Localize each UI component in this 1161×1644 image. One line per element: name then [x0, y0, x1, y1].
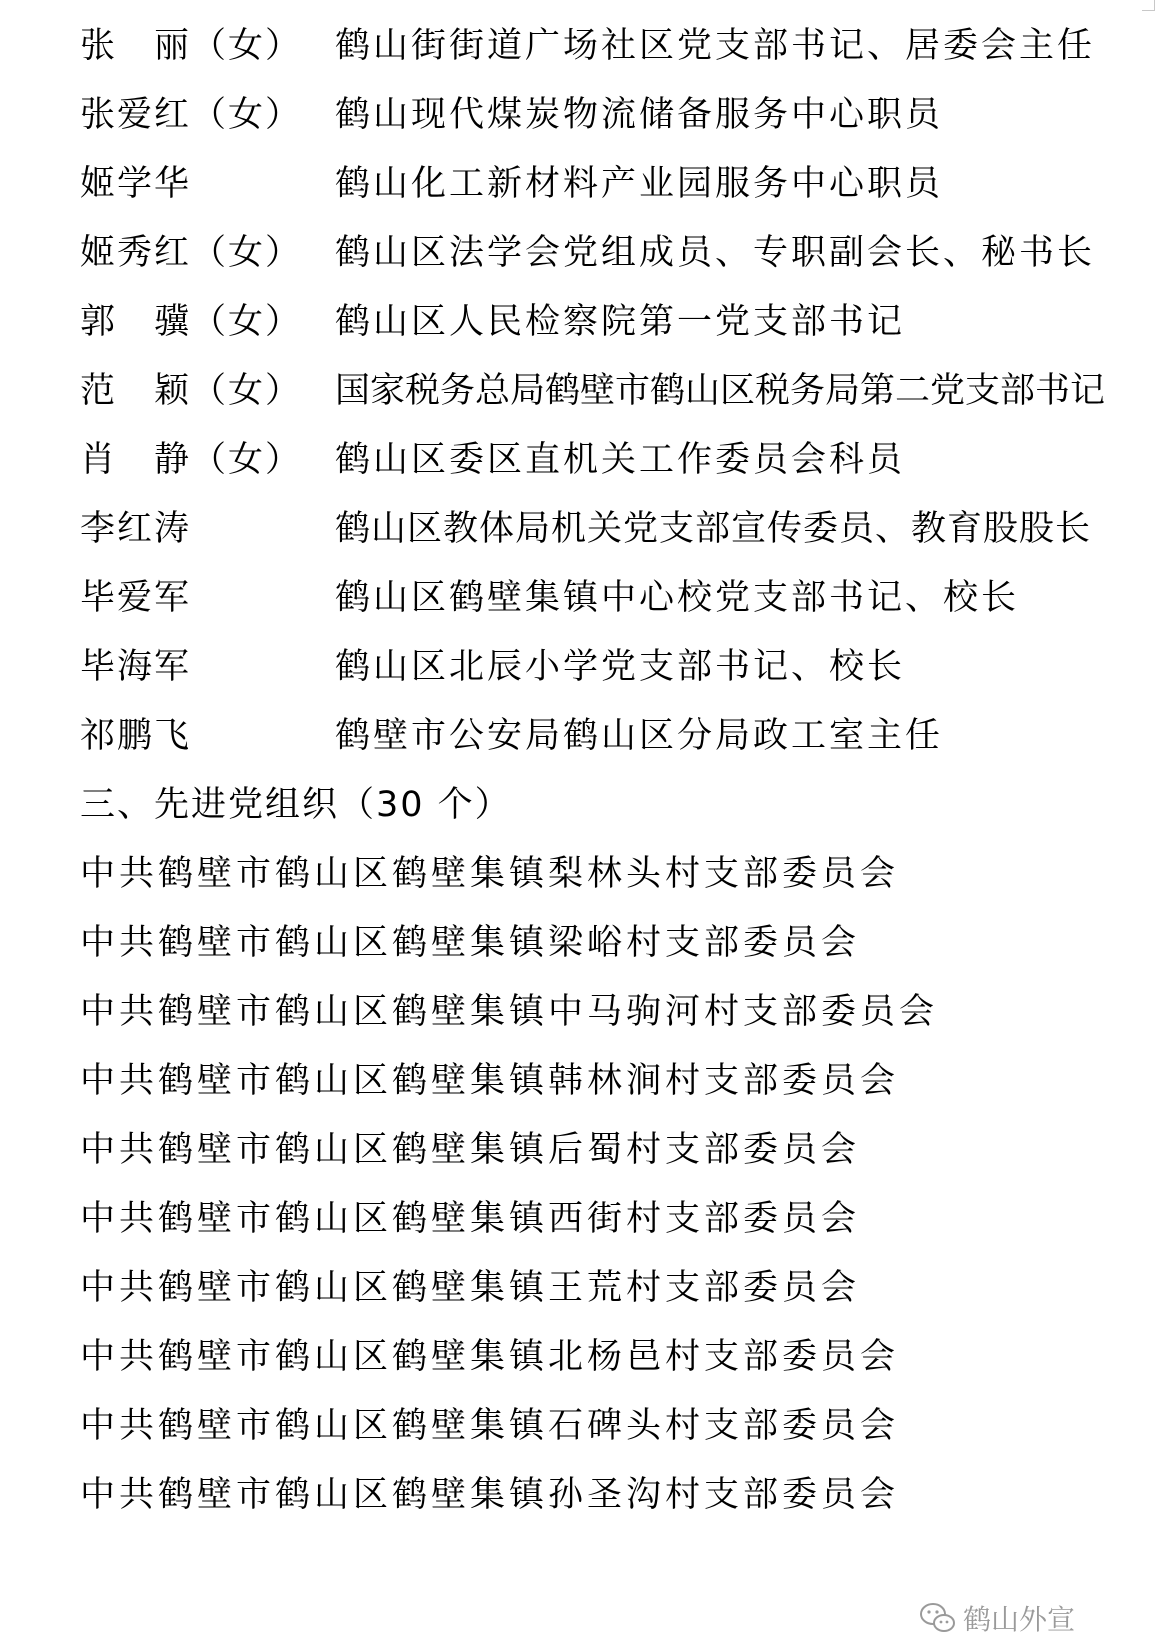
watermark [919, 1598, 1075, 1638]
member-title: 鹤山街街道广场社区党支部书记、居委会主任 [335, 26, 1096, 66]
member-title: 鹤山化工新材料产业园服务中心职员 [335, 164, 944, 204]
organization-item: 中共鹤壁市鹤山区鹤壁集镇梁峪村支部委员会 [80, 923, 861, 963]
organization-item: 中共鹤壁市鹤山区鹤壁集镇韩林涧村支部委员会 [80, 1061, 900, 1101]
organization-item: 中共鹤壁市鹤山区鹤壁集镇西街村支部委员会 [80, 1199, 861, 1239]
member-name: 李红涛 [80, 509, 192, 549]
member-title: 鹤山区人民检察院第一党支部书记 [335, 302, 906, 342]
organization-item: 中共鹤壁市鹤山区鹤壁集镇孙圣沟村支部委员会 [80, 1475, 900, 1515]
organization-item: 中共鹤壁市鹤山区鹤壁集镇北杨邑村支部委员会 [80, 1337, 900, 1377]
member-title: 鹤山区鹤壁集镇中心校党支部书记、校长 [335, 578, 1020, 618]
organization-item: 中共鹤壁市鹤山区鹤壁集镇石碑头村支部委员会 [80, 1406, 900, 1446]
member-name: 郭 骥（女） [80, 302, 303, 342]
member-name: 毕爱军 [80, 578, 192, 618]
organization-item: 中共鹤壁市鹤山区鹤壁集镇梨林头村支部委员会 [80, 854, 900, 894]
organization-item: 中共鹤壁市鹤山区鹤壁集镇中马驹河村支部委员会 [80, 992, 939, 1032]
organization-item: 中共鹤壁市鹤山区鹤壁集镇王荒村支部委员会 [80, 1268, 861, 1308]
member-row [80, 156, 943, 212]
member-name: 姬秀红（女） [80, 233, 303, 273]
member-row [80, 225, 1095, 281]
member-title: 国家税务总局鹤壁市鹤山区税务局第二党支部书记 [335, 371, 1106, 411]
member-row [80, 363, 1105, 419]
member-title: 鹤山区北辰小学党支部书记、校长 [335, 647, 906, 687]
wechat-icon [919, 1602, 957, 1634]
member-title: 鹤山区法学会党组成员、专职副会长、秘书长 [335, 233, 1096, 273]
page-corner-mark [1142, 0, 1155, 11]
member-row [80, 294, 905, 350]
member-row [80, 87, 943, 143]
member-title: 鹤壁市公安局鹤山区分局政工室主任 [335, 716, 944, 756]
section-heading: 三、先进党组织（30 个） [80, 785, 512, 825]
watermark-text: 鹤山外宣 [962, 1603, 1075, 1636]
member-title: 鹤山现代煤炭物流储备服务中心职员 [335, 95, 944, 135]
member-title: 鹤山区教体局机关党支部宣传委员、教育股股长 [335, 509, 1092, 549]
member-name: 张 丽（女） [80, 26, 303, 66]
member-row [80, 18, 1095, 74]
member-row [80, 570, 1019, 626]
member-name: 范 颖（女） [80, 371, 303, 411]
member-row [80, 432, 905, 488]
member-row [80, 639, 905, 695]
member-name: 祁鹏飞 [80, 716, 192, 756]
member-row [80, 708, 943, 764]
member-name: 毕海军 [80, 647, 192, 687]
member-name: 姬学华 [80, 164, 192, 204]
member-name: 张爱红（女） [80, 95, 303, 135]
organization-item: 中共鹤壁市鹤山区鹤壁集镇后蜀村支部委员会 [80, 1130, 861, 1170]
member-row [80, 501, 1091, 557]
member-title: 鹤山区委区直机关工作委员会科员 [335, 440, 906, 480]
member-name: 肖 静（女） [80, 440, 303, 480]
